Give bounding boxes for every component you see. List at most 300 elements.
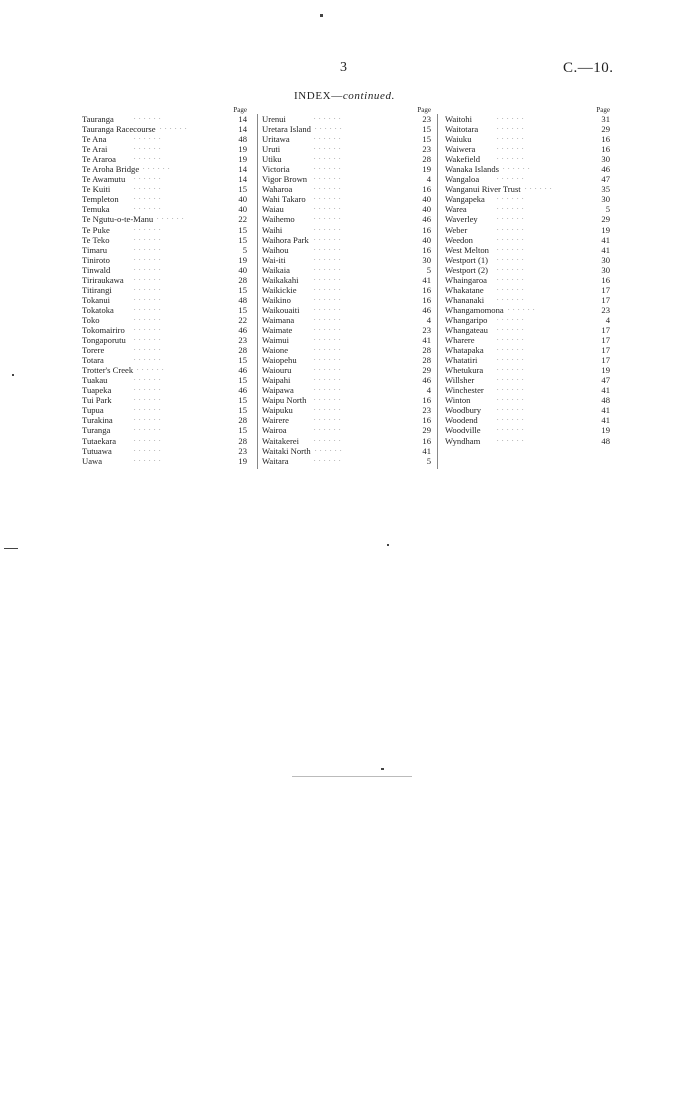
- index-column-1: [82, 106, 248, 466]
- index-entry: [262, 144, 432, 154]
- entry-page-number: 28: [238, 435, 247, 446]
- leader-dots: . . . . . .: [497, 195, 525, 202]
- entry-name: Te Ngutu-o-te-Manu: [82, 214, 154, 225]
- leader-dots: . . . . . .: [497, 285, 525, 292]
- entry-name: Totara: [82, 355, 104, 366]
- page-column-header: Page: [417, 106, 431, 114]
- index-entry: [445, 144, 611, 154]
- entry-page-number: 40: [422, 234, 431, 245]
- index-entry: [82, 144, 248, 154]
- leader-dots: . . . . . .: [497, 275, 525, 282]
- entry-name: Temuka: [82, 204, 110, 215]
- entry-page-number: 16: [422, 294, 431, 305]
- entry-name: Whetukura: [445, 365, 484, 376]
- leader-dots: . . . . . .: [314, 356, 342, 363]
- leader-dots: . . . . . .: [497, 376, 525, 383]
- index-entry: [262, 345, 432, 355]
- entry-page-number: 29: [601, 214, 610, 225]
- index-entry: [445, 315, 611, 325]
- column-divider: [257, 114, 258, 469]
- index-entry: [82, 415, 248, 425]
- leader-dots: . . . . . .: [143, 165, 171, 172]
- index-entry: [262, 285, 432, 295]
- entry-page-number: 19: [238, 144, 247, 155]
- entry-page-number: 16: [422, 284, 431, 295]
- entry-page-number: 23: [422, 144, 431, 155]
- leader-dots: . . . . . .: [503, 165, 531, 172]
- leader-dots: . . . . . .: [497, 135, 525, 142]
- entry-name: Wakefield: [445, 154, 481, 165]
- entry-page-number: 16: [422, 395, 431, 406]
- entry-page-number: 15: [238, 405, 247, 416]
- leader-dots: . . . . . .: [497, 235, 525, 242]
- leader-dots: . . . . . .: [134, 285, 162, 292]
- index-entry: [445, 335, 611, 345]
- leader-dots: . . . . . .: [314, 295, 342, 302]
- entry-page-number: 41: [601, 234, 610, 245]
- leader-dots: . . . . . .: [134, 235, 162, 242]
- entry-page-number: 19: [238, 254, 247, 265]
- index-entry: [82, 164, 248, 174]
- entry-page-number: 22: [238, 214, 247, 225]
- entry-name: Wanaka Islands: [445, 164, 499, 175]
- entry-page-number: 22: [238, 314, 247, 325]
- leader-dots: . . . . . .: [314, 346, 342, 353]
- print-speck: [12, 374, 14, 376]
- index-entry: [82, 235, 248, 245]
- leader-dots: . . . . . .: [315, 125, 343, 132]
- leader-dots: . . . . . .: [134, 185, 162, 192]
- entry-page-number: 16: [422, 244, 431, 255]
- index-entry: [445, 365, 611, 375]
- index-entry: [262, 174, 432, 184]
- leader-dots: . . . . . .: [497, 145, 525, 152]
- leader-dots: . . . . . .: [314, 235, 342, 242]
- leader-dots: . . . . . .: [497, 255, 525, 262]
- entry-page-number: 19: [601, 224, 610, 235]
- entry-page-number: 19: [422, 164, 431, 175]
- leader-dots: . . . . . .: [134, 456, 162, 463]
- entry-page-number: 5: [426, 455, 431, 466]
- entry-page-number: 48: [238, 134, 247, 145]
- entry-page-number: 29: [422, 425, 431, 436]
- entry-name: Whaingaroa: [445, 274, 487, 285]
- leader-dots: . . . . . .: [134, 155, 162, 162]
- entry-name: Tiniroto: [82, 254, 110, 265]
- entry-name: Te Awamutu: [82, 174, 126, 185]
- index-entry: [82, 124, 248, 134]
- entry-page-number: 28: [238, 415, 247, 426]
- index-entry: [82, 255, 248, 265]
- entry-page-number: 48: [601, 435, 610, 446]
- leader-dots: . . . . . .: [314, 315, 342, 322]
- index-entry: [82, 355, 248, 365]
- entry-name: Waimui: [262, 335, 289, 346]
- leader-dots: . . . . . .: [314, 115, 342, 121]
- entry-page-number: 28: [238, 345, 247, 356]
- entry-page-number: 46: [422, 214, 431, 225]
- entry-name: Tupua: [82, 405, 104, 416]
- leader-dots: . . . . . .: [508, 305, 536, 312]
- leader-dots: . . . . . .: [314, 406, 342, 413]
- index-entry: [82, 365, 248, 375]
- page-number: 3: [340, 60, 347, 75]
- entry-page-number: 48: [238, 294, 247, 305]
- leader-dots: . . . . . .: [497, 366, 525, 373]
- entry-name: Wangaloa: [445, 174, 480, 185]
- index-entry: [82, 285, 248, 295]
- entry-page-number: 41: [422, 445, 431, 456]
- entry-page-number: 41: [422, 274, 431, 285]
- leader-dots: . . . . . .: [134, 315, 162, 322]
- index-entry: [445, 235, 611, 245]
- entry-name: Wanganui River Trust: [445, 184, 521, 195]
- index-entry: [82, 134, 248, 144]
- entry-name: Waitakerei: [262, 435, 300, 446]
- leader-dots: . . . . . .: [314, 336, 342, 343]
- index-column-3: [445, 106, 611, 446]
- entry-page-number: 5: [426, 264, 431, 275]
- index-entry: [262, 325, 432, 335]
- entry-page-number: 23: [601, 304, 610, 315]
- index-entry: [82, 385, 248, 395]
- entry-name: Willsher: [445, 375, 475, 386]
- leader-dots: . . . . . .: [314, 285, 342, 292]
- index-entry: [262, 436, 432, 446]
- index-entry: [445, 395, 611, 405]
- entry-page-number: 16: [422, 415, 431, 426]
- leader-dots: . . . . . .: [497, 386, 525, 393]
- leader-dots: . . . . . .: [134, 336, 162, 343]
- entry-name: Te Arai: [82, 144, 108, 155]
- index-entry: [445, 385, 611, 395]
- entry-page-number: 17: [601, 335, 610, 346]
- entry-page-number: 14: [238, 114, 247, 124]
- index-entry: [445, 134, 611, 144]
- leader-dots: . . . . . .: [314, 145, 342, 152]
- leader-dots: . . . . . .: [497, 115, 525, 121]
- entry-page-number: 17: [601, 294, 610, 305]
- entry-page-number: 16: [422, 435, 431, 446]
- index-entry: [445, 275, 611, 285]
- index-entry: [262, 124, 432, 134]
- entry-page-number: 17: [601, 345, 610, 356]
- entry-page-number: 23: [422, 324, 431, 335]
- leader-dots: . . . . . .: [314, 376, 342, 383]
- entry-page-number: 46: [422, 375, 431, 386]
- leader-dots: . . . . . .: [314, 366, 342, 373]
- entry-name: Whatatiri: [445, 355, 478, 366]
- entry-page-number: 15: [238, 395, 247, 406]
- entry-page-number: 40: [238, 264, 247, 275]
- entry-page-number: 28: [422, 154, 431, 165]
- leader-dots: . . . . . .: [314, 165, 342, 172]
- entry-name: Waharoa: [262, 184, 293, 195]
- index-entry: [445, 245, 611, 255]
- entry-page-number: 41: [601, 244, 610, 255]
- leader-dots: . . . . . .: [134, 325, 162, 332]
- entry-page-number: 14: [238, 124, 247, 135]
- index-entry: [445, 214, 611, 224]
- entry-page-number: 16: [601, 274, 610, 285]
- index-title-main: INDEX—: [294, 90, 343, 102]
- leader-dots: . . . . . .: [137, 366, 165, 373]
- leader-dots: . . . . . .: [497, 346, 525, 353]
- entry-page-number: 15: [422, 134, 431, 145]
- entry-name: Waiwera: [445, 144, 476, 155]
- index-entry: [262, 214, 432, 224]
- entry-page-number: 4: [426, 174, 431, 185]
- index-entry: [445, 375, 611, 385]
- index-entry: [82, 335, 248, 345]
- index-entry: [262, 265, 432, 275]
- entry-name: Tiriraukawa: [82, 274, 124, 285]
- entry-page-number: 46: [238, 324, 247, 335]
- index-entry: [82, 275, 248, 285]
- index-entry: [82, 295, 248, 305]
- entry-page-number: 23: [238, 445, 247, 456]
- entry-name: Waihi: [262, 224, 283, 235]
- entry-page-number: 15: [238, 355, 247, 366]
- entry-page-number: 41: [601, 405, 610, 416]
- entry-name: Uritawa: [262, 134, 290, 145]
- entry-name: Wahi Takaro: [262, 194, 306, 205]
- leader-dots: . . . . . .: [314, 155, 342, 162]
- entry-name: Tokomairiro: [82, 324, 125, 335]
- leader-dots: . . . . . .: [497, 175, 525, 182]
- entry-name: Tuakau: [82, 375, 108, 386]
- entry-page-number: 40: [422, 204, 431, 215]
- entry-name: West Melton: [445, 244, 489, 255]
- leader-dots: . . . . . .: [134, 356, 162, 363]
- entry-page-number: 28: [422, 345, 431, 356]
- entry-name: Waiopehu: [262, 355, 297, 366]
- index-entry: [82, 184, 248, 194]
- entry-name: Tui Park: [82, 395, 112, 406]
- leader-dots: . . . . . .: [497, 265, 525, 272]
- leader-dots: . . . . . .: [497, 315, 525, 322]
- entry-name: Waikickie: [262, 284, 297, 295]
- leader-dots: . . . . . .: [314, 456, 342, 463]
- entry-name: Te Ana: [82, 134, 107, 145]
- entry-page-number: 23: [422, 114, 431, 124]
- index-entry: [445, 325, 611, 335]
- leader-dots: . . . . . .: [497, 396, 525, 403]
- index-entry: [445, 225, 611, 235]
- leader-dots: . . . . . .: [134, 376, 162, 383]
- leader-dots: . . . . . .: [134, 305, 162, 312]
- index-entry: [82, 456, 248, 466]
- leader-dots: . . . . . .: [134, 145, 162, 152]
- leader-dots: . . . . . .: [157, 215, 185, 222]
- entry-page-number: 48: [601, 395, 610, 406]
- entry-name: Warea: [445, 204, 467, 215]
- entry-name: Tokatoka: [82, 304, 114, 315]
- entry-name: Timaru: [82, 244, 107, 255]
- leader-dots: . . . . . .: [134, 205, 162, 212]
- leader-dots: . . . . . .: [134, 255, 162, 262]
- entry-page-number: 28: [422, 355, 431, 366]
- leader-dots: . . . . . .: [134, 275, 162, 282]
- entry-page-number: 46: [601, 164, 610, 175]
- entry-name: Trotter's Creek: [82, 365, 134, 376]
- leader-dots: . . . . . .: [314, 396, 342, 403]
- index-entry: [262, 255, 432, 265]
- leader-dots: . . . . . .: [497, 336, 525, 343]
- entry-page-number: 35: [601, 184, 610, 195]
- page-column-header: Page: [596, 106, 610, 114]
- leader-dots: . . . . . .: [497, 325, 525, 332]
- entry-name: Wangapeka: [445, 194, 485, 205]
- entry-page-number: 19: [601, 365, 610, 376]
- leader-dots: . . . . . .: [134, 245, 162, 252]
- entry-page-number: 41: [422, 335, 431, 346]
- entry-name: Westport (1): [445, 254, 488, 265]
- index-entry: [445, 415, 611, 425]
- entry-name: Weber: [445, 224, 468, 235]
- entry-page-number: 23: [238, 335, 247, 346]
- leader-dots: . . . . . .: [497, 155, 525, 162]
- leader-dots: . . . . . .: [134, 396, 162, 403]
- index-entry: [445, 124, 611, 134]
- entry-name: Waiouru: [262, 365, 292, 376]
- entry-page-number: 29: [601, 124, 610, 135]
- entry-name: Turakina: [82, 415, 113, 426]
- entry-page-number: 15: [238, 184, 247, 195]
- index-entry: [82, 375, 248, 385]
- entry-name: Wyndham: [445, 435, 481, 446]
- entry-name: Waitotara: [445, 124, 479, 135]
- entry-name: Te Aroha Bridge: [82, 164, 140, 175]
- index-entry: [262, 375, 432, 385]
- index-entry: [262, 305, 432, 315]
- entry-page-number: 19: [238, 154, 247, 165]
- leader-dots: . . . . . .: [497, 436, 525, 443]
- entry-page-number: 23: [422, 405, 431, 416]
- entry-page-number: 14: [238, 164, 247, 175]
- index-entry: [82, 315, 248, 325]
- entry-name: Waione: [262, 345, 289, 356]
- entry-name: Templeton: [82, 194, 119, 205]
- index-title: [294, 90, 395, 102]
- leader-dots: . . . . . .: [315, 446, 343, 453]
- leader-dots: . . . . . .: [314, 305, 342, 312]
- index-entry: [445, 436, 611, 446]
- entry-name: Wharere: [445, 335, 475, 346]
- leader-dots: . . . . . .: [497, 416, 525, 423]
- leader-dots: . . . . . .: [160, 125, 188, 132]
- entry-name: Waimate: [262, 324, 293, 335]
- leader-dots: . . . . . .: [314, 416, 342, 423]
- entry-page-number: 30: [422, 254, 431, 265]
- leader-dots: . . . . . .: [314, 185, 342, 192]
- entry-page-number: 17: [601, 284, 610, 295]
- entry-name: Te Kuiti: [82, 184, 111, 195]
- leader-dots: . . . . . .: [497, 426, 525, 433]
- entry-page-number: 40: [238, 194, 247, 205]
- entry-page-number: 28: [238, 274, 247, 285]
- index-entry: [262, 385, 432, 395]
- leader-dots: . . . . . .: [134, 115, 162, 121]
- leader-dots: . . . . . .: [134, 175, 162, 182]
- index-entry: [262, 194, 432, 204]
- leader-dots: . . . . . .: [314, 325, 342, 332]
- index-entry: [262, 235, 432, 245]
- index-entry: [262, 204, 432, 214]
- entry-name: Waihou: [262, 244, 289, 255]
- index-entry: [262, 275, 432, 285]
- index-entry: [445, 194, 611, 204]
- index-entry: [82, 395, 248, 405]
- entry-name: Tuapeka: [82, 385, 112, 396]
- entry-page-number: 4: [605, 314, 610, 325]
- index-entry: [262, 164, 432, 174]
- entry-name: Uawa: [82, 455, 103, 466]
- entry-name: Uretara Island: [262, 124, 311, 135]
- leader-dots: . . . . . .: [314, 436, 342, 443]
- entry-name: Winchester: [445, 385, 484, 396]
- entry-page-number: 15: [238, 425, 247, 436]
- index-entry: [445, 425, 611, 435]
- entry-name: Westport (2): [445, 264, 488, 275]
- index-column-2: [262, 106, 432, 466]
- entry-page-number: 17: [601, 355, 610, 366]
- entry-page-number: 5: [605, 204, 610, 215]
- entry-name: Urenui: [262, 114, 286, 124]
- entry-page-number: 4: [426, 314, 431, 325]
- entry-name: Te Araroa: [82, 154, 116, 165]
- entry-page-number: 46: [238, 365, 247, 376]
- index-entry: [262, 154, 432, 164]
- entry-page-number: 40: [238, 204, 247, 215]
- index-entry: [82, 405, 248, 415]
- leader-dots: . . . . . .: [525, 185, 553, 192]
- index-entry: [262, 415, 432, 425]
- leader-dots: . . . . . .: [314, 205, 342, 212]
- leader-dots: . . . . . .: [134, 195, 162, 202]
- leader-dots: . . . . . .: [134, 386, 162, 393]
- entry-page-number: 29: [422, 365, 431, 376]
- index-entry: [445, 285, 611, 295]
- document-code: C.—10.: [563, 60, 614, 76]
- index-entry: [262, 446, 432, 456]
- index-entry: [262, 114, 432, 124]
- print-speck: [381, 768, 384, 770]
- entry-name: Tokanui: [82, 294, 111, 305]
- index-entry: [445, 114, 611, 124]
- index-entry: [262, 295, 432, 305]
- entry-page-number: 31: [601, 114, 610, 124]
- index-entry: [262, 395, 432, 405]
- entry-name: Waitohi: [445, 114, 472, 124]
- leader-dots: . . . . . .: [497, 225, 525, 232]
- entry-name: Whangamomona: [445, 304, 504, 315]
- entry-name: Wairere: [262, 415, 289, 426]
- leader-dots: . . . . . .: [497, 205, 525, 212]
- index-entry: [82, 174, 248, 184]
- entry-page-number: 47: [601, 174, 610, 185]
- entry-name: Waiau: [262, 204, 284, 215]
- index-entry: [82, 325, 248, 335]
- entry-page-number: 16: [601, 134, 610, 145]
- entry-page-number: 15: [238, 224, 247, 235]
- entry-name: Winton: [445, 395, 471, 406]
- index-entry: [445, 265, 611, 275]
- entry-name: Turanga: [82, 425, 111, 436]
- entry-name: Waikaia: [262, 264, 290, 275]
- leader-dots: . . . . . .: [134, 426, 162, 433]
- index-entry: [262, 456, 432, 466]
